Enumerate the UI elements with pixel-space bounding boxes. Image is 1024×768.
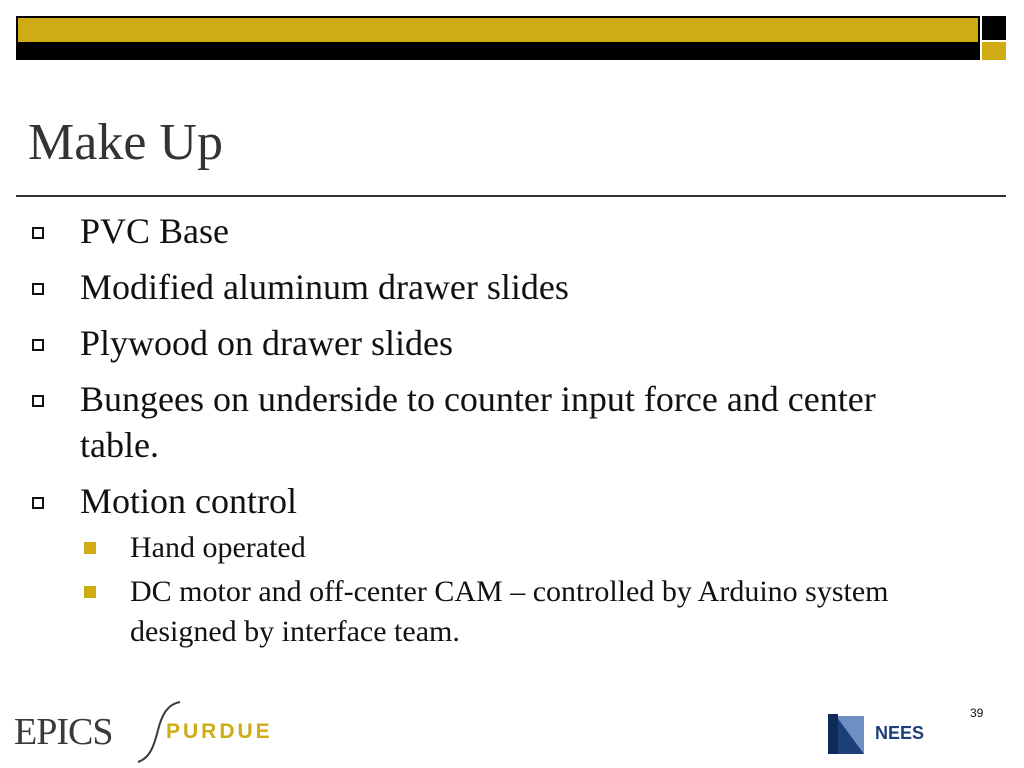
sub-bullet-text: DC motor and off-center CAM – controlled by Arduino system designed by interface team. bbox=[130, 575, 889, 648]
hollow-square-bullet-icon bbox=[32, 283, 44, 295]
gold-square-bullet-icon bbox=[84, 542, 96, 554]
bullet-list bbox=[0, 208, 1000, 662]
bullet-text: Plywood on drawer slides bbox=[80, 323, 453, 363]
gold-square-bullet-icon bbox=[84, 586, 96, 598]
title-divider bbox=[16, 195, 1006, 197]
purdue-wordmark: PURDUE bbox=[166, 720, 273, 743]
hollow-square-bullet-icon bbox=[32, 497, 44, 509]
slide-title: Make Up bbox=[28, 114, 223, 171]
hollow-square-bullet-icon bbox=[32, 339, 44, 351]
header-corner-gold bbox=[982, 42, 1006, 60]
bullet-text: Motion control bbox=[80, 481, 297, 521]
header-gold-band bbox=[18, 18, 978, 42]
nees-logo bbox=[828, 712, 938, 756]
bullet-item bbox=[0, 478, 940, 652]
sub-bullet-text: Hand operated bbox=[130, 531, 306, 564]
sub-bullet-item bbox=[0, 572, 970, 652]
epics-purdue-logo bbox=[14, 700, 284, 764]
slide-number: 39 bbox=[970, 706, 984, 720]
hollow-square-bullet-icon bbox=[32, 395, 44, 407]
epics-wordmark: EPICS bbox=[14, 711, 113, 753]
bullet-item bbox=[0, 320, 940, 366]
sub-bullet-item bbox=[0, 528, 970, 568]
bullet-item bbox=[0, 376, 940, 468]
hollow-square-bullet-icon bbox=[32, 227, 44, 239]
nees-wordmark: NEES bbox=[875, 723, 925, 743]
nees-mark-icon bbox=[828, 712, 868, 756]
bullet-text: PVC Base bbox=[80, 211, 230, 251]
bullet-item bbox=[0, 264, 940, 310]
header-corner-black bbox=[982, 16, 1006, 40]
bullet-text: Modified aluminum drawer slides bbox=[80, 267, 569, 307]
bullet-text: Bungees on underside to counter input force and center table. bbox=[80, 379, 876, 465]
sub-bullet-list bbox=[80, 528, 940, 652]
bullet-item bbox=[0, 208, 940, 254]
